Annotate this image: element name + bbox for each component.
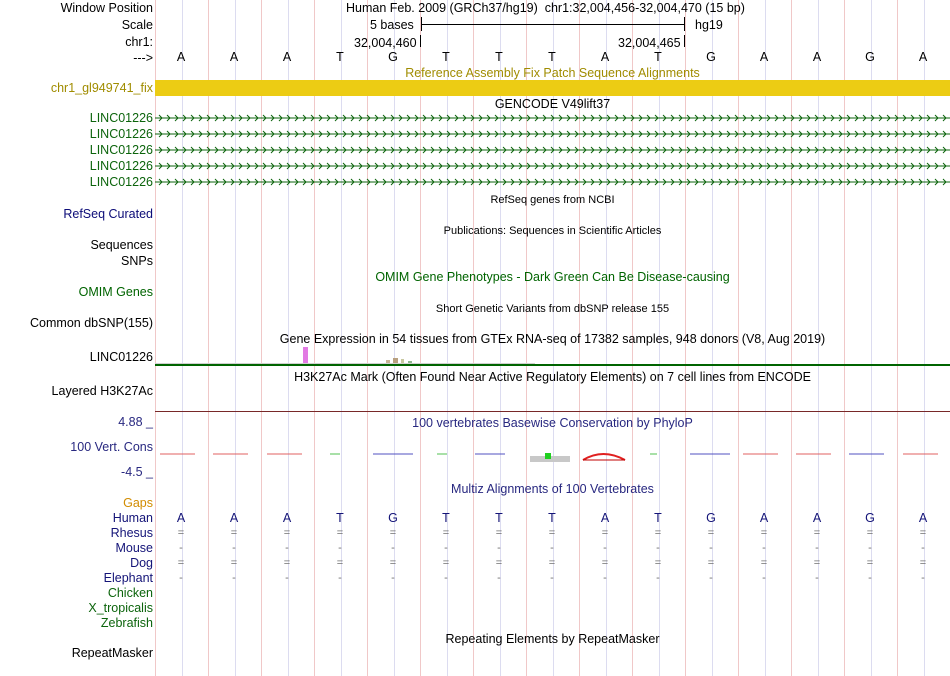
phylop-label[interactable]: 100 Vert. Cons	[70, 440, 153, 454]
strand-arrow-label: --->	[133, 51, 153, 65]
gaps-label[interactable]: Gaps	[123, 496, 153, 510]
species-label[interactable]: Human	[112, 511, 153, 525]
alignment-cell: -	[444, 542, 448, 554]
alignment-cell: A	[282, 511, 292, 525]
scale-text: 5 bases	[370, 18, 414, 32]
sequence-base: A	[600, 50, 610, 64]
alignment-cell: -	[762, 542, 766, 554]
alignment-cell: =	[442, 527, 450, 539]
gencode-item-label[interactable]: LINC01226	[89, 127, 153, 141]
alignment-cell: =	[548, 527, 556, 539]
alignment-cell: =	[601, 527, 609, 539]
gencode-item-label[interactable]: LINC01226	[89, 175, 153, 189]
alignment-cell: T	[548, 511, 556, 525]
sequence-base: G	[865, 50, 875, 64]
alignment-cell: A	[600, 511, 610, 525]
h3k27ac-baseline	[155, 411, 950, 412]
gtex-bar-tissue-b[interactable]	[393, 358, 398, 363]
alignment-cell: =	[813, 557, 821, 569]
gencode-item-label[interactable]: LINC01226	[89, 143, 153, 157]
multiz-track-title: Multiz Alignments of 100 Vertebrates	[451, 482, 654, 496]
phylop-plot	[155, 440, 950, 470]
alignment-cell: =	[760, 557, 768, 569]
fix-patch-track-title: Reference Assembly Fix Patch Sequence Alignments	[405, 66, 700, 80]
gtex-label[interactable]: LINC01226	[89, 350, 153, 364]
alignment-cell: -	[656, 572, 660, 584]
alignment-cell: A	[229, 511, 239, 525]
sequence-base: G	[706, 50, 716, 64]
species-label[interactable]: Zebrafish	[100, 616, 153, 630]
sequence-base: A	[229, 50, 239, 64]
species-label[interactable]: Elephant	[103, 571, 153, 585]
alignment-cell: -	[603, 542, 607, 554]
alignment-cell: -	[868, 572, 872, 584]
alignment-cell: -	[709, 542, 713, 554]
alignment-cell: -	[338, 572, 342, 584]
gtex-bar-tissue-c[interactable]	[401, 359, 404, 363]
alignment-cell: -	[550, 542, 554, 554]
phylop-curve	[583, 454, 625, 460]
alignment-cell: =	[707, 527, 715, 539]
sequence-base: A	[759, 50, 769, 64]
publications-track-title: Publications: Sequences in Scientific Articles	[443, 225, 662, 237]
dbsnp-track-title: Short Genetic Variants from dbSNP release 155	[435, 303, 670, 315]
alignment-cell: -	[391, 542, 395, 554]
alignment-cell: =	[230, 557, 238, 569]
gtex-bar-tissue-d[interactable]	[408, 361, 412, 363]
refseq-label[interactable]: RefSeq Curated	[63, 207, 153, 221]
alignment-cell: -	[762, 572, 766, 584]
sequence-base: A	[918, 50, 928, 64]
alignment-cell: -	[550, 572, 554, 584]
scale-bar-right-tick	[684, 17, 685, 31]
sequence-base: G	[388, 50, 398, 64]
alignment-cell: =	[654, 557, 662, 569]
gencode-transcript[interactable]	[155, 160, 950, 172]
alignment-cell: -	[232, 572, 236, 584]
alignment-cell: =	[495, 557, 503, 569]
alignment-cell: T	[442, 511, 450, 525]
assembly-name: Human Feb. 2009 (GRCh37/hg19)	[346, 1, 538, 15]
h3k27ac-label[interactable]: Layered H3K27Ac	[51, 384, 153, 398]
gencode-transcript[interactable]	[155, 128, 950, 140]
fix-patch-bar[interactable]	[155, 80, 950, 96]
phylop-track-title: 100 vertebrates Basewise Conservation by PhyloP	[412, 416, 693, 430]
alignment-cell: =	[760, 527, 768, 539]
alignment-cell: -	[179, 572, 183, 584]
alignment-cell: -	[497, 572, 501, 584]
alignment-cell: =	[177, 557, 185, 569]
alignment-cell: -	[815, 572, 819, 584]
sequence-base: A	[176, 50, 186, 64]
chromosome-label: chr1:	[125, 35, 153, 49]
species-label[interactable]: Rhesus	[110, 526, 153, 540]
gencode-track-title: GENCODE V49lift37	[494, 97, 611, 111]
alignment-cell: =	[813, 527, 821, 539]
alignment-cell: -	[391, 572, 395, 584]
alignment-cell: -	[921, 542, 925, 554]
sequence-base: T	[442, 50, 450, 64]
gencode-transcript[interactable]	[155, 112, 950, 124]
dbsnp-label[interactable]: Common dbSNP(155)	[30, 316, 153, 330]
alignment-cell: G	[706, 511, 716, 525]
coordinate-2-tick	[684, 35, 685, 47]
h3k27ac-track-title: H3K27Ac Mark (Often Found Near Active Regulatory Elements) on 7 cell lines from ENCODE	[294, 370, 811, 384]
refseq-track-title: RefSeq genes from NCBI	[490, 194, 615, 206]
alignment-cell: -	[603, 572, 607, 584]
alignment-cell: =	[336, 557, 344, 569]
alignment-cell: A	[918, 511, 928, 525]
gencode-transcript[interactable]	[155, 176, 950, 188]
alignment-cell: =	[866, 527, 874, 539]
sequence-base: T	[548, 50, 556, 64]
species-label[interactable]: Dog	[130, 556, 153, 570]
alignment-cell: -	[656, 542, 660, 554]
alignment-cell: =	[389, 527, 397, 539]
alignment-cell: A	[812, 511, 822, 525]
gencode-item-label[interactable]: LINC01226	[89, 159, 153, 173]
phylop-min-label: -4.5 _	[121, 465, 153, 479]
alignment-cell: =	[654, 527, 662, 539]
scale-bar	[421, 24, 685, 25]
phylop-max-label: 4.88 _	[118, 415, 153, 429]
gtex-track-title: Gene Expression in 54 tissues from GTEx RNA-seq of 17382 samples, 948 donors (V8, Aug 2019)	[279, 332, 826, 346]
assembly-title	[346, 1, 745, 15]
alignment-cell: -	[868, 542, 872, 554]
species-label[interactable]: Mouse	[115, 541, 153, 555]
repeatmasker-track-title: Repeating Elements by RepeatMasker	[445, 632, 660, 646]
alignment-cell: A	[176, 511, 186, 525]
gencode-item-label[interactable]: LINC01226	[89, 111, 153, 125]
snps-label[interactable]: SNPs	[121, 254, 153, 268]
coordinate-1-tick	[420, 35, 421, 47]
sequence-base: T	[495, 50, 503, 64]
coordinate-2: 32,004,465	[618, 36, 681, 50]
alignment-cell: =	[336, 527, 344, 539]
species-label[interactable]: X_tropicalis	[88, 601, 153, 615]
sequence-base: A	[282, 50, 292, 64]
alignment-cell: -	[179, 542, 183, 554]
alignment-cell: =	[230, 527, 238, 539]
alignment-cell: -	[338, 542, 342, 554]
coordinate-1: 32,004,460	[354, 36, 417, 50]
alignment-cell: =	[707, 557, 715, 569]
alignment-cell: G	[388, 511, 398, 525]
alignment-cell: -	[497, 542, 501, 554]
phylop-peak	[545, 453, 551, 459]
window-position-label: Window Position	[60, 1, 153, 15]
alignment-cell: =	[442, 557, 450, 569]
omim-label[interactable]: OMIM Genes	[78, 285, 153, 299]
publications-label[interactable]: Sequences	[90, 238, 153, 252]
gtex-bar-tissue-a[interactable]	[386, 360, 390, 363]
alignment-cell: =	[548, 557, 556, 569]
alignment-cell: G	[865, 511, 875, 525]
alignment-cell: -	[709, 572, 713, 584]
alignment-cell: =	[283, 527, 291, 539]
alignment-cell: T	[336, 511, 344, 525]
alignment-cell: -	[921, 572, 925, 584]
alignment-cell: -	[444, 572, 448, 584]
gtex-gene-bar[interactable]	[155, 364, 950, 366]
alignment-cell: T	[654, 511, 662, 525]
alignment-cell: T	[495, 511, 503, 525]
alignment-cell: =	[601, 557, 609, 569]
alignment-cell: =	[919, 527, 927, 539]
omim-track-title: OMIM Gene Phenotypes - Dark Green Can Be Disease-causing	[375, 270, 730, 284]
fix-patch-label[interactable]: chr1_gl949741_fix	[50, 81, 153, 95]
sequence-base: A	[812, 50, 822, 64]
alignment-cell: =	[389, 557, 397, 569]
alignment-cell: -	[232, 542, 236, 554]
gencode-transcript[interactable]	[155, 144, 950, 156]
alignment-cell: -	[815, 542, 819, 554]
alignment-cell: -	[285, 572, 289, 584]
alignment-cell: =	[495, 527, 503, 539]
repeatmasker-label[interactable]: RepeatMasker	[71, 646, 153, 660]
alignment-cell: =	[919, 557, 927, 569]
alignment-cell: =	[866, 557, 874, 569]
alignment-cell: =	[283, 557, 291, 569]
scale-db: hg19	[695, 18, 723, 32]
position-range[interactable]: chr1:32,004,456-32,004,470 (15 bp)	[544, 1, 745, 15]
alignment-cell: A	[759, 511, 769, 525]
scale-label: Scale	[121, 18, 153, 32]
alignment-cell: -	[285, 542, 289, 554]
gtex-bar-tissue-high[interactable]	[303, 347, 308, 363]
alignment-cell: =	[177, 527, 185, 539]
species-label[interactable]: Chicken	[107, 586, 153, 600]
sequence-base: T	[336, 50, 344, 64]
sequence-base: T	[654, 50, 662, 64]
